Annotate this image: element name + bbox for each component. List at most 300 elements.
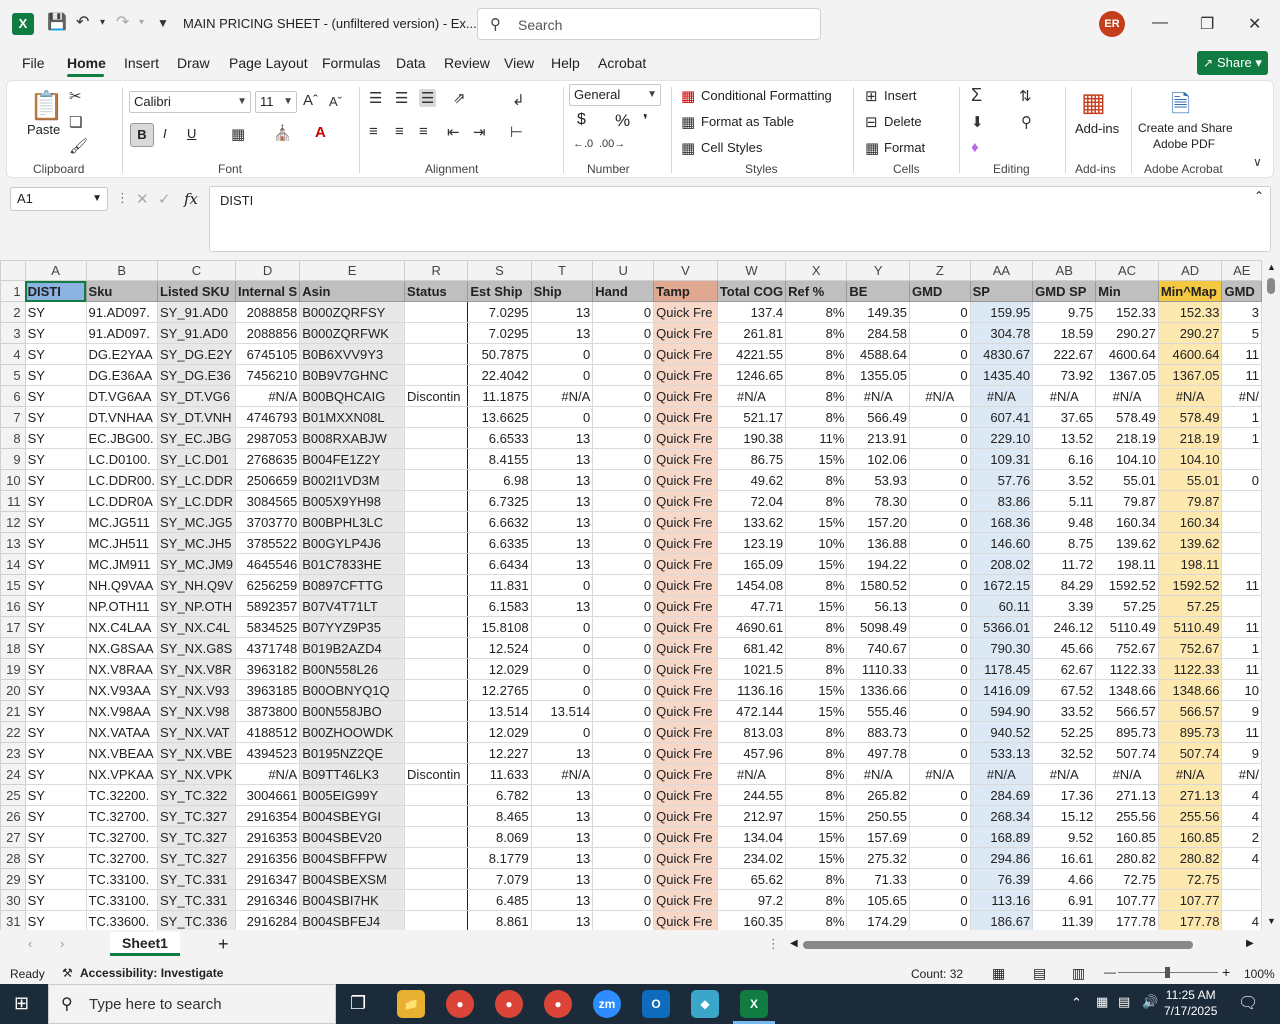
create-share-pdf-button[interactable]: Create and Share: [1138, 121, 1233, 135]
cell[interactable]: 0: [593, 848, 654, 869]
cell[interactable]: [405, 638, 468, 659]
cell[interactable]: [405, 617, 468, 638]
cell[interactable]: 8%: [786, 407, 847, 428]
cell[interactable]: [405, 659, 468, 680]
cell[interactable]: 0: [593, 764, 654, 785]
row-header[interactable]: 27: [1, 827, 26, 848]
cell[interactable]: SY: [25, 470, 86, 491]
cell[interactable]: 79.87: [1158, 491, 1222, 512]
underline-button[interactable]: U: [187, 126, 197, 141]
cell[interactable]: 32.52: [1033, 743, 1096, 764]
cell[interactable]: [1222, 596, 1262, 617]
cell[interactable]: 0: [593, 911, 654, 931]
cell[interactable]: 1348.66: [1096, 680, 1159, 701]
taskbar-clock[interactable]: [1164, 987, 1217, 1019]
cell[interactable]: 234.02: [717, 848, 785, 869]
cell[interactable]: 55.01: [1158, 470, 1222, 491]
cell[interactable]: 0: [593, 491, 654, 512]
cell[interactable]: SY: [25, 764, 86, 785]
cell[interactable]: SY_91.AD0: [158, 302, 236, 323]
column-header-d[interactable]: D: [235, 261, 299, 281]
cell[interactable]: 1: [1222, 428, 1262, 449]
cell[interactable]: SY: [25, 785, 86, 806]
redo-icon[interactable]: ↷: [116, 14, 130, 31]
cell[interactable]: 0: [909, 428, 970, 449]
cell[interactable]: SY: [25, 302, 86, 323]
cell[interactable]: 0: [593, 659, 654, 680]
windows-start-icon[interactable]: ⊞: [14, 993, 30, 1013]
cell[interactable]: SY_NX.V8R: [158, 659, 236, 680]
cut-icon[interactable]: ✂: [69, 88, 82, 105]
cell[interactable]: NX.G8SAA: [86, 638, 157, 659]
undo-dropdown-icon[interactable]: ▾: [100, 17, 106, 28]
cell[interactable]: 13: [531, 596, 593, 617]
column-title-cell[interactable]: DISTI: [25, 281, 86, 302]
currency-button[interactable]: $: [577, 111, 586, 128]
italic-button[interactable]: I: [163, 126, 167, 141]
cell[interactable]: 8%: [786, 785, 847, 806]
cell[interactable]: Quick Fre: [654, 680, 718, 701]
menu-acrobat[interactable]: Acrobat: [598, 55, 647, 71]
cell[interactable]: 105.65: [847, 890, 910, 911]
cell[interactable]: 160.35: [717, 911, 785, 931]
cell[interactable]: 0: [909, 911, 970, 931]
cell[interactable]: B0195NZ2QE: [300, 743, 405, 764]
cell[interactable]: 15%: [786, 449, 847, 470]
cell[interactable]: B004SBEXSM: [300, 869, 405, 890]
cell[interactable]: 136.88: [847, 533, 910, 554]
cell[interactable]: 8%: [786, 470, 847, 491]
row-header[interactable]: 7: [1, 407, 26, 428]
vertical-scrollbar[interactable]: [1262, 260, 1280, 930]
cell[interactable]: Quick Fre: [654, 659, 718, 680]
cell[interactable]: Quick Fre: [654, 407, 718, 428]
cell[interactable]: SY_TC.336: [158, 911, 236, 931]
column-title-cell[interactable]: GMD: [1222, 281, 1262, 302]
cell[interactable]: 56.13: [847, 596, 910, 617]
cell[interactable]: B00ZHOOWDK: [300, 722, 405, 743]
cell[interactable]: 1580.52: [847, 575, 910, 596]
cell[interactable]: [405, 302, 468, 323]
cell[interactable]: 271.13: [1158, 785, 1222, 806]
cell[interactable]: 55.01: [1096, 470, 1159, 491]
cell[interactable]: 4690.61: [717, 617, 785, 638]
cell[interactable]: 1136.16: [717, 680, 785, 701]
cell[interactable]: 290.27: [1158, 323, 1222, 344]
cell[interactable]: 22.4042: [468, 365, 531, 386]
cell[interactable]: TC.33100.: [86, 869, 157, 890]
cell[interactable]: 10%: [786, 533, 847, 554]
cell[interactable]: 681.42: [717, 638, 785, 659]
cell[interactable]: 0: [531, 407, 593, 428]
cell[interactable]: 1367.05: [1096, 365, 1159, 386]
cell[interactable]: 4371748: [235, 638, 299, 659]
cell[interactable]: 0: [593, 575, 654, 596]
column-title-cell[interactable]: Sku: [86, 281, 157, 302]
format-cells-button[interactable]: Format: [884, 140, 926, 155]
cell[interactable]: MC.JH511: [86, 533, 157, 554]
cell[interactable]: SY_NX.VPK: [158, 764, 236, 785]
cell[interactable]: 11: [1222, 659, 1262, 680]
cell[interactable]: 160.85: [1096, 827, 1159, 848]
cell[interactable]: 11.831: [468, 575, 531, 596]
clear-icon[interactable]: ♦: [971, 139, 979, 156]
cell[interactable]: SY_LC.D01: [158, 449, 236, 470]
cell[interactable]: 15%: [786, 596, 847, 617]
number-format-combo[interactable]: [569, 84, 661, 106]
cell[interactable]: SY_NH.Q9V: [158, 575, 236, 596]
cell[interactable]: 0: [909, 344, 970, 365]
cell[interactable]: B00GYLP4J6: [300, 533, 405, 554]
cell[interactable]: DT.VNHAA: [86, 407, 157, 428]
column-title-cell[interactable]: Listed SKU: [158, 281, 236, 302]
column-header-s[interactable]: S: [468, 261, 531, 281]
cell[interactable]: SY_91.AD0: [158, 323, 236, 344]
cell[interactable]: B01C7833HE: [300, 554, 405, 575]
cell[interactable]: 9.48: [1033, 512, 1096, 533]
cell[interactable]: TC.32700.: [86, 827, 157, 848]
cell[interactable]: 13: [531, 743, 593, 764]
merge-center-icon[interactable]: ⊢: [510, 124, 524, 141]
cell[interactable]: 6.782: [468, 785, 531, 806]
cell[interactable]: 4: [1222, 848, 1262, 869]
cell[interactable]: 2: [1222, 827, 1262, 848]
spreadsheet-grid[interactable]: [0, 260, 1262, 930]
cell[interactable]: 11.39: [1033, 911, 1096, 931]
row-header[interactable]: 15: [1, 575, 26, 596]
cell[interactable]: B00N558L26: [300, 659, 405, 680]
cell[interactable]: 0: [593, 302, 654, 323]
app-diamond-icon[interactable]: ◆: [691, 990, 719, 1018]
cell[interactable]: 6.7325: [468, 491, 531, 512]
cell[interactable]: 0: [531, 617, 593, 638]
cell[interactable]: 177.78: [1158, 911, 1222, 931]
cell[interactable]: SY: [25, 680, 86, 701]
cell[interactable]: 86.75: [717, 449, 785, 470]
cell[interactable]: 752.67: [1096, 638, 1159, 659]
column-header-t[interactable]: T: [531, 261, 593, 281]
cell[interactable]: 268.34: [970, 806, 1033, 827]
cell[interactable]: 507.74: [1158, 743, 1222, 764]
cell[interactable]: 11.633: [468, 764, 531, 785]
row-header[interactable]: 6: [1, 386, 26, 407]
collapse-ribbon-icon[interactable]: ∨: [1253, 155, 1262, 169]
cell[interactable]: Quick Fre: [654, 302, 718, 323]
cell[interactable]: SY_DT.VNH: [158, 407, 236, 428]
cell[interactable]: SY: [25, 911, 86, 931]
cell[interactable]: 13: [531, 470, 593, 491]
cell[interactable]: 5.11: [1033, 491, 1096, 512]
cell[interactable]: 0: [909, 743, 970, 764]
cell[interactable]: DT.VG6AA: [86, 386, 157, 407]
cell[interactable]: 113.16: [970, 890, 1033, 911]
cell[interactable]: Quick Fre: [654, 449, 718, 470]
cell[interactable]: 107.77: [1158, 890, 1222, 911]
row-header[interactable]: 20: [1, 680, 26, 701]
column-header-e[interactable]: E: [300, 261, 405, 281]
cell[interactable]: [1222, 890, 1262, 911]
cell[interactable]: 11.1875: [468, 386, 531, 407]
cell[interactable]: 13: [531, 827, 593, 848]
cell[interactable]: 13: [531, 302, 593, 323]
cell[interactable]: 1: [1222, 407, 1262, 428]
cell[interactable]: [405, 344, 468, 365]
cell[interactable]: B005X9YH98: [300, 491, 405, 512]
cell[interactable]: 1122.33: [1096, 659, 1159, 680]
cell[interactable]: 160.34: [1096, 512, 1159, 533]
cell[interactable]: [405, 722, 468, 743]
cell[interactable]: [1222, 512, 1262, 533]
column-header-ad[interactable]: AD: [1158, 261, 1222, 281]
cell[interactable]: #N/A: [235, 764, 299, 785]
cell[interactable]: 4188512: [235, 722, 299, 743]
column-header-v[interactable]: V: [654, 261, 718, 281]
insert-function-icon[interactable]: fx: [184, 190, 199, 208]
cell[interactable]: 3.39: [1033, 596, 1096, 617]
cell[interactable]: 6.98: [468, 470, 531, 491]
cell[interactable]: 13: [531, 449, 593, 470]
cell[interactable]: 3785522: [235, 533, 299, 554]
cell[interactable]: 1336.66: [847, 680, 910, 701]
cell[interactable]: 2506659: [235, 470, 299, 491]
decrease-indent-icon[interactable]: ⇤: [447, 124, 460, 141]
cell[interactable]: 895.73: [1158, 722, 1222, 743]
cell[interactable]: SY_NX.V98: [158, 701, 236, 722]
cell[interactable]: 0: [909, 680, 970, 701]
cell[interactable]: 15%: [786, 848, 847, 869]
cell[interactable]: 13: [531, 554, 593, 575]
cell[interactable]: 12.2765: [468, 680, 531, 701]
cell[interactable]: 104.10: [1096, 449, 1159, 470]
cell[interactable]: 0: [593, 386, 654, 407]
cell[interactable]: Quick Fre: [654, 806, 718, 827]
cell[interactable]: #N/A: [847, 386, 910, 407]
cell[interactable]: 4645546: [235, 554, 299, 575]
cell[interactable]: Quick Fre: [654, 575, 718, 596]
cell[interactable]: 0: [593, 407, 654, 428]
cell[interactable]: 883.73: [847, 722, 910, 743]
cell[interactable]: 134.04: [717, 827, 785, 848]
scroll-left-icon[interactable]: ◀: [790, 938, 798, 949]
cell[interactable]: 275.32: [847, 848, 910, 869]
cell[interactable]: NH.Q9VAA: [86, 575, 157, 596]
cell[interactable]: 3963185: [235, 680, 299, 701]
cell[interactable]: 2987053: [235, 428, 299, 449]
menu-file[interactable]: File: [22, 55, 45, 71]
cell[interactable]: 213.91: [847, 428, 910, 449]
cell[interactable]: Quick Fre: [654, 785, 718, 806]
menu-page-layout[interactable]: Page Layout: [229, 55, 308, 71]
menu-formulas[interactable]: Formulas: [322, 55, 381, 71]
cell[interactable]: #N/A: [717, 764, 785, 785]
cell[interactable]: 83.86: [970, 491, 1033, 512]
cell[interactable]: SY: [25, 386, 86, 407]
cell[interactable]: 246.12: [1033, 617, 1096, 638]
cell[interactable]: 1672.15: [970, 575, 1033, 596]
cell[interactable]: [405, 533, 468, 554]
cell[interactable]: 102.06: [847, 449, 910, 470]
cell[interactable]: 555.46: [847, 701, 910, 722]
column-title-cell[interactable]: GMD: [909, 281, 970, 302]
cell[interactable]: SY: [25, 869, 86, 890]
cell[interactable]: 0: [593, 701, 654, 722]
cell[interactable]: 160.85: [1158, 827, 1222, 848]
cell[interactable]: 13: [531, 806, 593, 827]
cell[interactable]: 0: [909, 806, 970, 827]
cell[interactable]: 0: [593, 785, 654, 806]
cell[interactable]: 7.0295: [468, 302, 531, 323]
cell[interactable]: #N/A: [1033, 386, 1096, 407]
cell[interactable]: Discontin: [405, 386, 468, 407]
cell[interactable]: 2768635: [235, 449, 299, 470]
accessibility-status[interactable]: Accessibility: Investigate: [80, 966, 224, 980]
zoom-out-icon[interactable]: —: [1104, 965, 1116, 979]
cell[interactable]: 4588.64: [847, 344, 910, 365]
cell[interactable]: 0: [909, 827, 970, 848]
percent-button[interactable]: %: [615, 111, 631, 130]
cell[interactable]: 0: [909, 512, 970, 533]
cell[interactable]: 6256259: [235, 575, 299, 596]
cell[interactable]: 18.59: [1033, 323, 1096, 344]
cell[interactable]: 0: [593, 323, 654, 344]
cell[interactable]: 109.31: [970, 449, 1033, 470]
cell[interactable]: 0: [531, 575, 593, 596]
more-options-icon[interactable]: ⋮: [116, 190, 129, 205]
cell[interactable]: 198.11: [1158, 554, 1222, 575]
cell[interactable]: 11.72: [1033, 554, 1096, 575]
name-box[interactable]: [10, 187, 108, 211]
more-options-icon[interactable]: ⋮: [767, 936, 780, 951]
cell[interactable]: 1178.45: [970, 659, 1033, 680]
search-box[interactable]: [477, 8, 821, 40]
cell[interactable]: 250.55: [847, 806, 910, 827]
save-icon[interactable]: 💾: [47, 14, 67, 31]
cell[interactable]: B09TT46LK3: [300, 764, 405, 785]
cell[interactable]: 177.78: [1096, 911, 1159, 931]
zoom-in-icon[interactable]: +: [1222, 964, 1231, 980]
cell[interactable]: 4.66: [1033, 869, 1096, 890]
cell[interactable]: 940.52: [970, 722, 1033, 743]
menu-review[interactable]: Review: [444, 55, 490, 71]
cell[interactable]: 521.17: [717, 407, 785, 428]
file-explorer-icon[interactable]: 📁: [397, 990, 425, 1018]
cell[interactable]: 194.22: [847, 554, 910, 575]
cell[interactable]: SY: [25, 659, 86, 680]
cell[interactable]: 52.25: [1033, 722, 1096, 743]
row-header[interactable]: 28: [1, 848, 26, 869]
cell[interactable]: Quick Fre: [654, 638, 718, 659]
cell[interactable]: 4: [1222, 911, 1262, 931]
cell[interactable]: 71.33: [847, 869, 910, 890]
cell[interactable]: 0: [531, 365, 593, 386]
decrease-decimal-icon[interactable]: .00→: [599, 138, 626, 150]
column-header-c[interactable]: C: [158, 261, 236, 281]
cell[interactable]: 790.30: [970, 638, 1033, 659]
add-ins-button[interactable]: Add-ins: [1075, 121, 1120, 136]
row-header[interactable]: 3: [1, 323, 26, 344]
cell[interactable]: 33.52: [1033, 701, 1096, 722]
cell[interactable]: Quick Fre: [654, 890, 718, 911]
cell[interactable]: SY: [25, 848, 86, 869]
column-title-cell[interactable]: Ship: [531, 281, 593, 302]
cell[interactable]: 0: [909, 659, 970, 680]
cell[interactable]: 174.29: [847, 911, 910, 931]
conditional-formatting-button[interactable]: Conditional Formatting: [701, 88, 832, 103]
cell[interactable]: 8%: [786, 911, 847, 931]
cell[interactable]: 15%: [786, 701, 847, 722]
cell[interactable]: 813.03: [717, 722, 785, 743]
cell[interactable]: 7456210: [235, 365, 299, 386]
task-view-icon[interactable]: ❐: [350, 993, 367, 1013]
cell[interactable]: 3.52: [1033, 470, 1096, 491]
align-right-icon[interactable]: ≡: [419, 123, 428, 140]
cell[interactable]: 12.029: [468, 722, 531, 743]
cell[interactable]: [1222, 533, 1262, 554]
cell[interactable]: 2088856: [235, 323, 299, 344]
cell[interactable]: B000ZQRFSY: [300, 302, 405, 323]
minimize-icon[interactable]: —: [1152, 14, 1168, 31]
row-header[interactable]: 1: [1, 281, 26, 302]
cell[interactable]: B00BQHCAIG: [300, 386, 405, 407]
fill-icon[interactable]: ⬇: [971, 114, 984, 131]
menu-draw[interactable]: Draw: [177, 55, 210, 71]
cell[interactable]: [405, 743, 468, 764]
cell[interactable]: 0: [593, 638, 654, 659]
cell[interactable]: #N/A: [235, 386, 299, 407]
cell[interactable]: SY: [25, 365, 86, 386]
cell[interactable]: SY: [25, 743, 86, 764]
cell[interactable]: SY_NX.C4L: [158, 617, 236, 638]
cell[interactable]: 1435.40: [970, 365, 1033, 386]
cell[interactable]: Quick Fre: [654, 386, 718, 407]
cell[interactable]: [405, 848, 468, 869]
cell[interactable]: 8%: [786, 491, 847, 512]
cell[interactable]: SY: [25, 890, 86, 911]
cell[interactable]: SY_NX.VAT: [158, 722, 236, 743]
cell[interactable]: SY_TC.322: [158, 785, 236, 806]
cell[interactable]: Quick Fre: [654, 323, 718, 344]
cell[interactable]: Discontin: [405, 764, 468, 785]
cell[interactable]: 6.91: [1033, 890, 1096, 911]
cell[interactable]: 165.09: [717, 554, 785, 575]
cell[interactable]: SY: [25, 596, 86, 617]
cell[interactable]: 8.1779: [468, 848, 531, 869]
column-title-cell[interactable]: Internal S: [235, 281, 299, 302]
cell[interactable]: 265.82: [847, 785, 910, 806]
enter-icon[interactable]: ✓: [158, 191, 171, 208]
cell[interactable]: 6745105: [235, 344, 299, 365]
delete-cells-button[interactable]: Delete: [884, 114, 922, 129]
cell[interactable]: Quick Fre: [654, 344, 718, 365]
cell[interactable]: 79.87: [1096, 491, 1159, 512]
autosum-icon[interactable]: Σ: [971, 85, 983, 105]
volume-icon[interactable]: 🔊: [1142, 994, 1159, 1009]
row-header[interactable]: 22: [1, 722, 26, 743]
cell[interactable]: [405, 407, 468, 428]
cell[interactable]: 4394523: [235, 743, 299, 764]
redo-dropdown-icon[interactable]: ▾: [139, 17, 145, 28]
cell[interactable]: Quick Fre: [654, 701, 718, 722]
cell[interactable]: Quick Fre: [654, 533, 718, 554]
cell[interactable]: TC.33600.: [86, 911, 157, 931]
cell[interactable]: 53.93: [847, 470, 910, 491]
cell[interactable]: SY_NX.G8S: [158, 638, 236, 659]
wrap-text-icon[interactable]: ↲: [512, 92, 525, 109]
cell[interactable]: 1246.65: [717, 365, 785, 386]
cell[interactable]: 0: [593, 869, 654, 890]
font-size-combo[interactable]: [255, 91, 297, 113]
cell[interactable]: 72.04: [717, 491, 785, 512]
